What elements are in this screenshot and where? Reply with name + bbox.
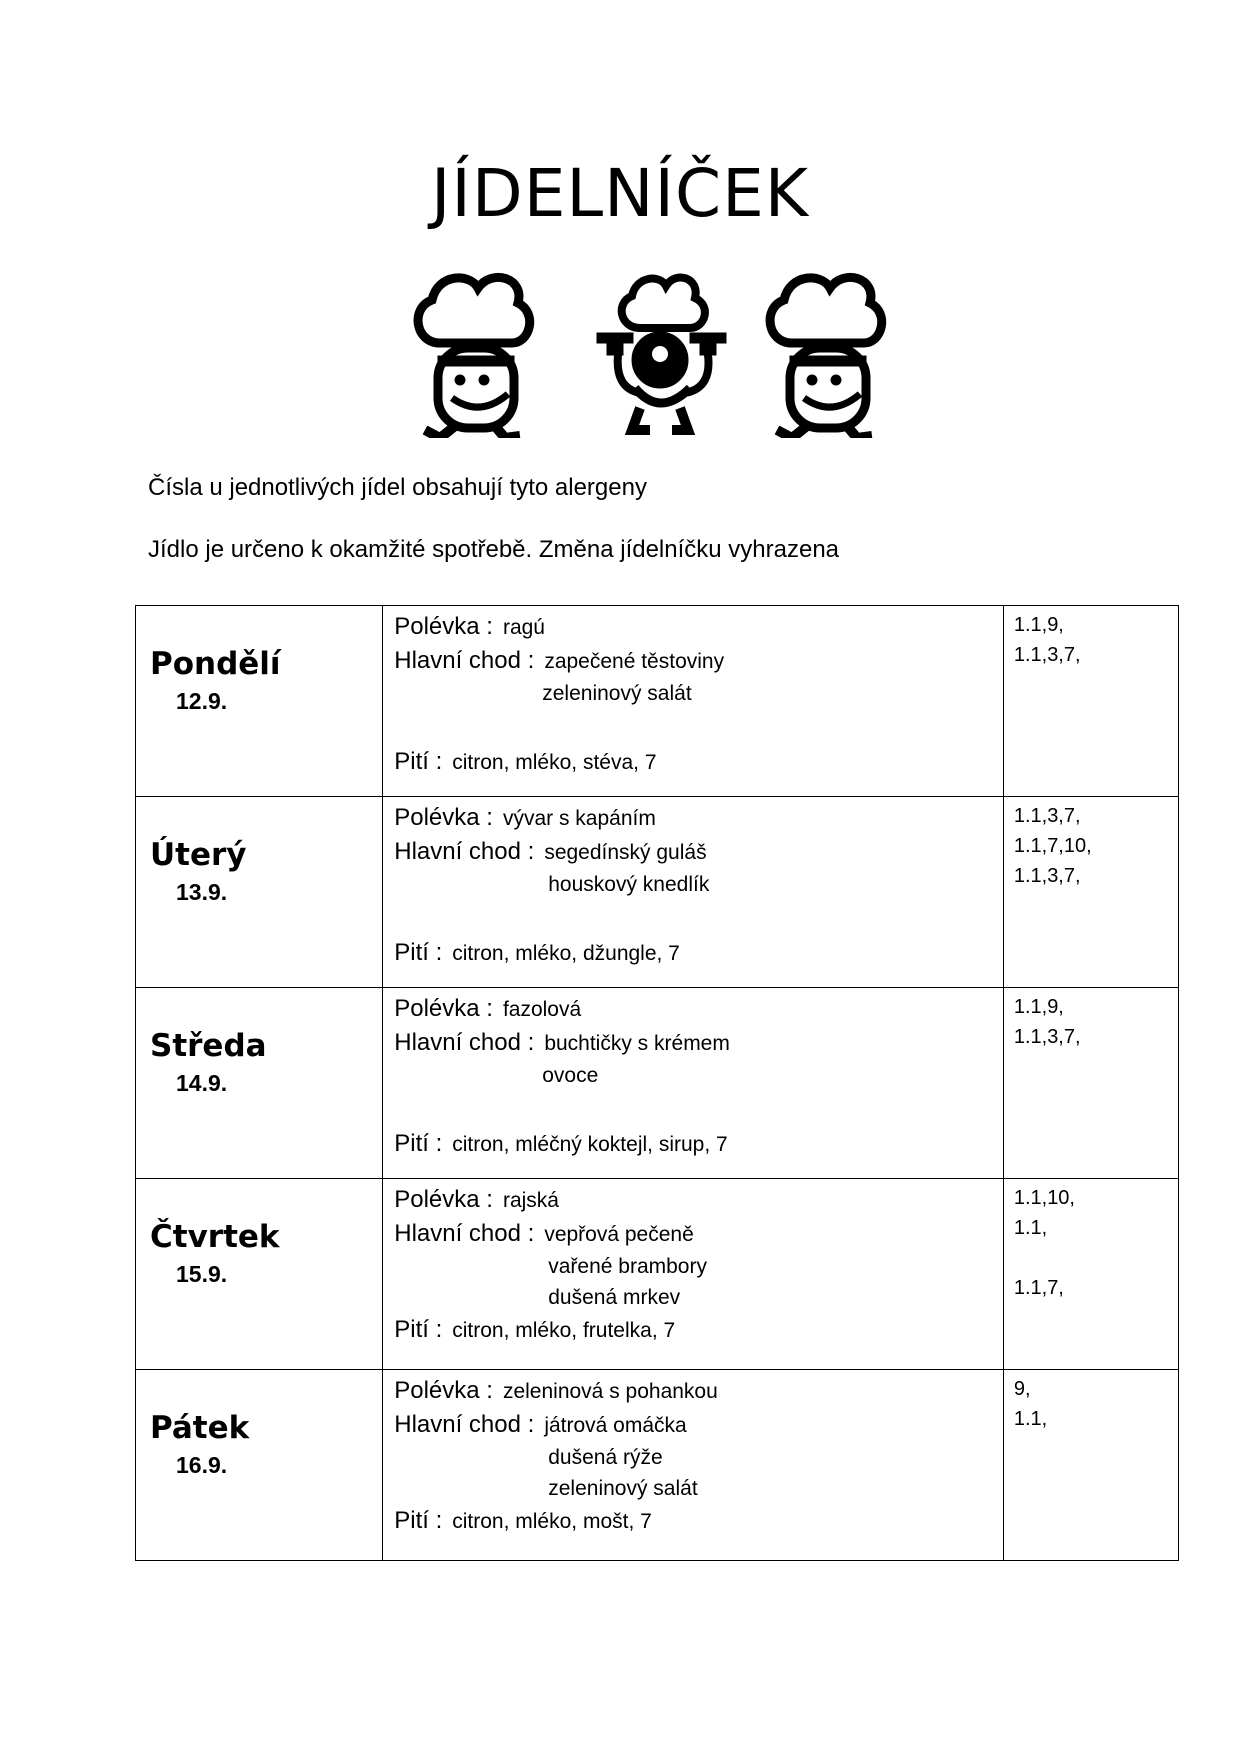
table-row: [136, 1179, 1179, 1370]
day-name: Čtvrtek: [150, 1219, 280, 1255]
page-title: JÍDELNÍČEK: [430, 155, 810, 232]
main-label: Hlavní chod :: [394, 647, 535, 674]
allergen-code: 1.1,: [1013, 1408, 1048, 1430]
day-date: 16.9.: [176, 1452, 228, 1478]
day-name: Pátek: [150, 1410, 250, 1446]
allergen-code: 9,: [1013, 1378, 1031, 1400]
main-value: segedínský guláš: [544, 841, 707, 864]
allergen-code: 1.1,3,7,: [1013, 865, 1081, 887]
sides-list: [394, 678, 1003, 745]
allergen-code: 1.1,: [1013, 1217, 1048, 1239]
day-cell: [136, 797, 383, 988]
sides-list: [394, 1060, 1003, 1127]
sides-list: [394, 1442, 1003, 1504]
day-name: Středa: [150, 1028, 267, 1064]
meal-cell: [383, 1370, 1004, 1561]
allergen-cell: [1003, 606, 1178, 797]
allergen-cell: [1003, 797, 1178, 988]
day-cell: [136, 988, 383, 1179]
side-dish: ovoce: [542, 1064, 599, 1087]
allergen-code: 1.1,3,7,: [1013, 644, 1081, 666]
meal-cell: [383, 988, 1004, 1179]
disclaimer-note: Jídlo je určeno k okamžité spotřebě. Změna jídelníčku vyhrazena: [148, 536, 840, 563]
menu-table: [135, 605, 1179, 1561]
drink-line: [394, 1504, 1003, 1538]
main-label: Hlavní chod :: [394, 1411, 535, 1438]
drink-value: citron, mléko, stéva, 7: [452, 751, 657, 774]
day-date: 14.9.: [176, 1070, 228, 1096]
soup-line: [394, 801, 1003, 835]
soup-line: [394, 992, 1003, 1026]
main-line: [394, 644, 1003, 678]
soup-value: ragú: [502, 616, 545, 639]
chef-left-icon: [418, 277, 530, 438]
main-label: Hlavní chod :: [394, 838, 535, 865]
allergen-code: 1.1,7,10,: [1013, 835, 1092, 857]
allergen-code: [1014, 670, 1178, 700]
main-label: Hlavní chod :: [394, 1220, 535, 1247]
soup-value: vývar s kapáním: [502, 807, 656, 830]
soup-label: Polévka :: [394, 804, 493, 831]
day-cell: [136, 606, 383, 797]
soup-line: [394, 610, 1003, 644]
table-row: [136, 797, 1179, 988]
allergen-cell: [1003, 1179, 1178, 1370]
side-dish: zeleninový salát: [548, 1477, 698, 1500]
day-name: Úterý: [150, 837, 247, 873]
main-line: [394, 1026, 1003, 1060]
meal-cell: [383, 606, 1004, 797]
allergen-code: [1014, 891, 1178, 921]
day-name: Pondělí: [150, 646, 281, 682]
main-value: zapečené těstoviny: [544, 650, 725, 673]
drink-label: Pití :: [394, 1130, 443, 1157]
main-value: vepřová pečeně: [544, 1223, 694, 1246]
allergen-code: 1.1,9,: [1013, 996, 1064, 1018]
meal-cell: [383, 1179, 1004, 1370]
allergen-code: 1.1,10,: [1013, 1187, 1075, 1209]
sides-list: [394, 1251, 1003, 1313]
drink-label: Pití :: [394, 1316, 443, 1343]
drink-value: citron, mléko, mošt, 7: [452, 1510, 652, 1533]
drink-line: [394, 936, 1003, 970]
allergen-list: [1004, 797, 1178, 921]
side-dish: houskový knedlík: [548, 873, 710, 896]
soup-value: zeleninová s pohankou: [502, 1380, 718, 1403]
allergen-code: 1.1,7,: [1013, 1277, 1064, 1299]
allergen-code: 1.1,9,: [1013, 614, 1064, 636]
main-line: [394, 835, 1003, 869]
day-date: 15.9.: [176, 1261, 228, 1287]
main-line: [394, 1408, 1003, 1442]
table-row: [136, 1370, 1179, 1561]
allergen-cell: [1003, 1370, 1178, 1561]
allergen-code: [1014, 1464, 1178, 1494]
allergen-code: [1014, 1243, 1178, 1273]
soup-line: [394, 1374, 1003, 1408]
meal-cell: [383, 797, 1004, 988]
chef-middle-icon: [597, 277, 726, 430]
drink-value: citron, mléko, džungle, 7: [452, 942, 680, 965]
soup-label: Polévka :: [394, 1377, 493, 1404]
day-cell: [136, 1370, 383, 1561]
soup-label: Polévka :: [394, 995, 493, 1022]
day-date: 13.9.: [176, 879, 228, 905]
allergen-code: [1014, 1434, 1178, 1464]
drink-line: [394, 1127, 1003, 1161]
sides-list: [394, 869, 1003, 936]
drink-line: [394, 1313, 1003, 1347]
day-date: 12.9.: [176, 688, 228, 714]
drink-value: citron, mléko, frutelka, 7: [452, 1319, 676, 1342]
day-cell: [136, 1179, 383, 1370]
allergen-code: 1.1,3,7,: [1013, 805, 1081, 827]
drink-value: citron, mléčný koktejl, sirup, 7: [452, 1133, 728, 1156]
main-label: Hlavní chod :: [394, 1029, 535, 1056]
main-value: játrová omáčka: [544, 1414, 687, 1437]
allergen-list: [1004, 606, 1178, 730]
side-dish: vařené brambory: [548, 1255, 707, 1278]
chef-illustrations: [0, 268, 1240, 438]
allergen-list: [1004, 988, 1178, 1112]
allergen-list: [1004, 1370, 1178, 1494]
soup-line: [394, 1183, 1003, 1217]
side-dish: zeleninový salát: [542, 682, 692, 705]
side-dish: dušená mrkev: [548, 1286, 681, 1309]
table-row: [136, 988, 1179, 1179]
drink-line: [394, 745, 1003, 779]
allergen-code: [1014, 700, 1178, 730]
allergen-list: [1004, 1179, 1178, 1303]
soup-value: fazolová: [502, 998, 582, 1021]
main-value: buchtičky s krémem: [544, 1032, 730, 1055]
table-row: [136, 606, 1179, 797]
soup-label: Polévka :: [394, 613, 493, 640]
chef-right-icon: [770, 277, 882, 438]
allergen-code: [1014, 1082, 1178, 1112]
allergen-cell: [1003, 988, 1178, 1179]
drink-label: Pití :: [394, 1507, 443, 1534]
drink-label: Pití :: [394, 748, 443, 775]
allergen-code: [1014, 1052, 1178, 1082]
main-line: [394, 1217, 1003, 1251]
soup-value: rajská: [502, 1189, 559, 1212]
allergen-note: Čísla u jednotlivých jídel obsahují tyto alergeny: [148, 474, 647, 501]
allergen-code: 1.1,3,7,: [1013, 1026, 1081, 1048]
soup-label: Polévka :: [394, 1186, 493, 1213]
side-dish: dušená rýže: [548, 1446, 663, 1469]
drink-label: Pití :: [394, 939, 443, 966]
